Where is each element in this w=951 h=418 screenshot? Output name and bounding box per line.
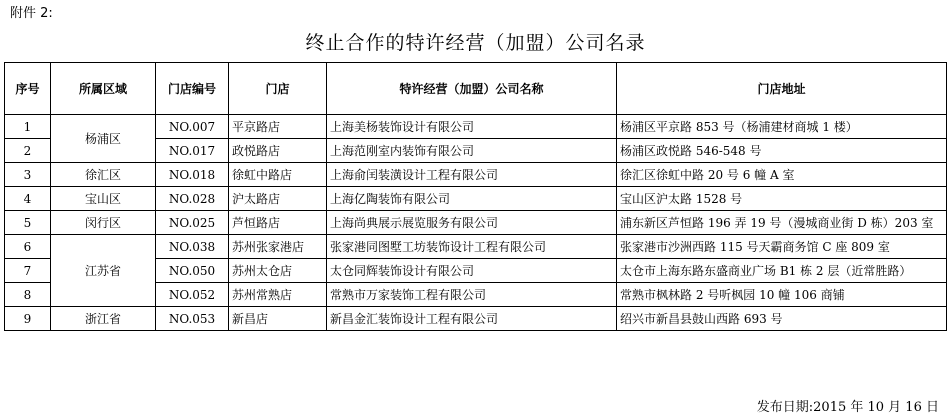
cell-no: 8 <box>5 283 51 307</box>
cell-store: 苏州张家港店 <box>229 235 327 259</box>
cell-region: 宝山区 <box>51 187 156 211</box>
header-address: 门店地址 <box>617 63 947 115</box>
cell-company: 上海尚典展示展览服务有限公司 <box>327 211 617 235</box>
cell-store: 徐虹中路店 <box>229 163 327 187</box>
table-header-row <box>5 63 947 115</box>
cell-store: 苏州太仓店 <box>229 259 327 283</box>
table-row <box>5 163 947 187</box>
cell-no: 5 <box>5 211 51 235</box>
cell-store-code: NO.050 <box>156 259 229 283</box>
cell-address: 杨浦区政悦路 546-548 号 <box>617 139 947 163</box>
cell-address: 徐汇区徐虹中路 20 号 6 幢 A 室 <box>617 163 947 187</box>
cell-no: 3 <box>5 163 51 187</box>
cell-store-code: NO.053 <box>156 307 229 331</box>
cell-address: 宝山区沪太路 1528 号 <box>617 187 947 211</box>
cell-address: 杨浦区平京路 853 号（杨浦建材商城 1 楼） <box>617 115 947 139</box>
header-company: 特许经营（加盟）公司名称 <box>327 63 617 115</box>
cell-region: 江苏省 <box>51 235 156 307</box>
cell-store-code: NO.018 <box>156 163 229 187</box>
header-no: 序号 <box>5 63 51 115</box>
cell-store-code: NO.025 <box>156 211 229 235</box>
cell-address: 太仓市上海东路东盛商业广场 B1 栋 2 层（近常胜路） <box>617 259 947 283</box>
table-row <box>5 211 947 235</box>
cell-company: 常熟市万家装饰工程有限公司 <box>327 283 617 307</box>
cell-store: 苏州常熟店 <box>229 283 327 307</box>
cell-store-code: NO.028 <box>156 187 229 211</box>
header-store-code: 门店编号 <box>156 63 229 115</box>
cell-no: 7 <box>5 259 51 283</box>
cell-company: 张家港同图墅工坊装饰设计工程有限公司 <box>327 235 617 259</box>
cell-region: 杨浦区 <box>51 115 156 163</box>
cell-address: 浦东新区芦恒路 196 弄 19 号（漫城商业街 D 栋）203 室 <box>617 211 947 235</box>
cell-store-code: NO.038 <box>156 235 229 259</box>
cell-store-code: NO.007 <box>156 115 229 139</box>
table-row <box>5 187 947 211</box>
cell-store: 政悦路店 <box>229 139 327 163</box>
cell-store: 芦恒路店 <box>229 211 327 235</box>
cell-no: 1 <box>5 115 51 139</box>
cell-company: 新昌金汇装饰设计工程有限公司 <box>327 307 617 331</box>
cell-store: 平京路店 <box>229 115 327 139</box>
cell-address: 张家港市沙洲西路 115 号天霸商务馆 C 座 809 室 <box>617 235 947 259</box>
cell-store: 沪太路店 <box>229 187 327 211</box>
cell-store-code: NO.052 <box>156 283 229 307</box>
header-region: 所属区域 <box>51 63 156 115</box>
cell-company: 太仓同辉装饰设计有限公司 <box>327 259 617 283</box>
table-row <box>5 235 947 259</box>
table-row <box>5 307 947 331</box>
publish-date-value: 2015 年 10 月 16 日 <box>813 400 939 415</box>
publish-date-label: 发布日期: <box>756 400 814 415</box>
cell-address: 常熟市枫林路 2 号听枫园 10 幢 106 商铺 <box>617 283 947 307</box>
cell-address: 绍兴市新昌县鼓山西路 693 号 <box>617 307 947 331</box>
cell-no: 9 <box>5 307 51 331</box>
cell-no: 6 <box>5 235 51 259</box>
cell-company: 上海美杨装饰设计有限公司 <box>327 115 617 139</box>
cell-company: 上海范刚室内装饰有限公司 <box>327 139 617 163</box>
cell-region: 徐汇区 <box>51 163 156 187</box>
cell-company: 上海俞闰装潢设计工程有限公司 <box>327 163 617 187</box>
terminated-franchise-table <box>4 62 947 331</box>
cell-company: 上海亿陶装饰有限公司 <box>327 187 617 211</box>
table-row <box>5 115 947 139</box>
publish-date <box>757 396 939 415</box>
cell-region: 闵行区 <box>51 211 156 235</box>
cell-store: 新昌店 <box>229 307 327 331</box>
header-store: 门店 <box>229 63 327 115</box>
cell-region: 浙江省 <box>51 307 156 331</box>
cell-no: 4 <box>5 187 51 211</box>
cell-store-code: NO.017 <box>156 139 229 163</box>
document-title: 终止合作的特许经营（加盟）公司名录 <box>305 32 646 54</box>
cell-no: 2 <box>5 139 51 163</box>
attachment-label: 附件 2: <box>10 6 53 21</box>
